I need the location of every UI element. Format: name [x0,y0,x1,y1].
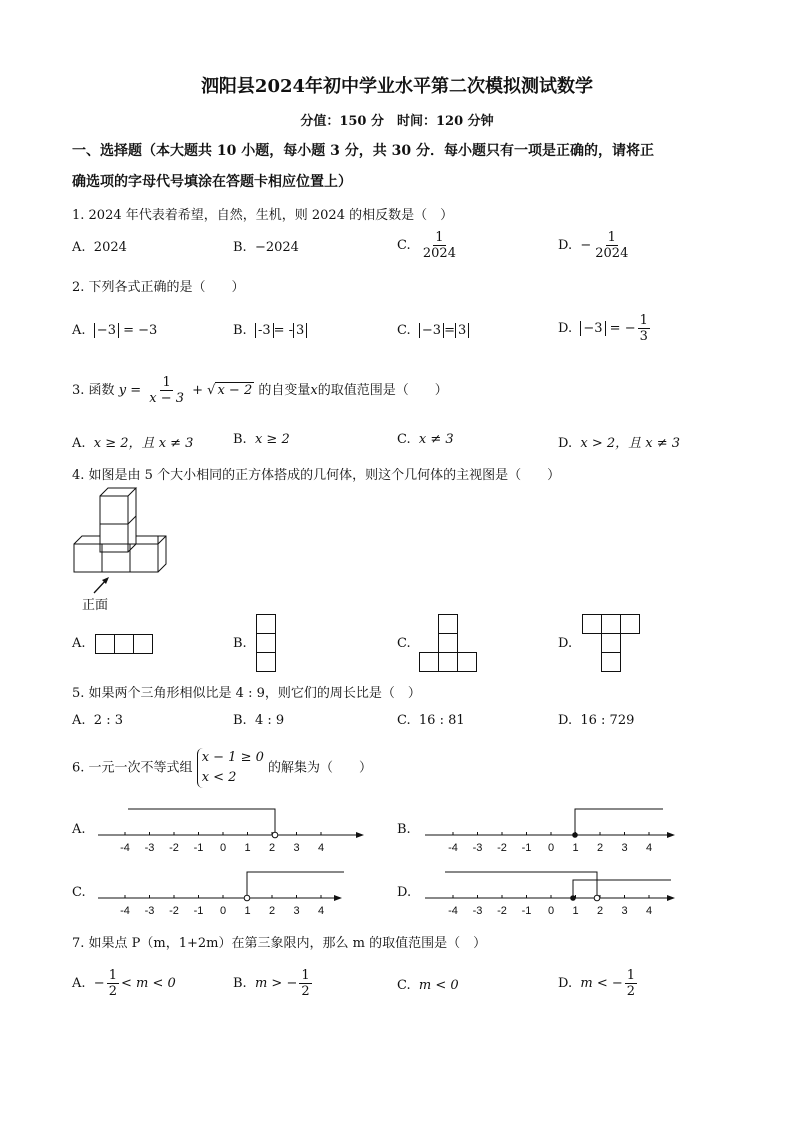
q4-option-d-figure[interactable] [582,614,642,674]
q1-option-c[interactable]: C. $\frac{1}{2024}$ [397,230,456,261]
numberline-tick-label: 3 [293,905,300,917]
q3-option-d[interactable]: D. x > 2，且 x ≠ 3 [558,436,681,451]
q4-stem: 4. 如图是由 5 个大小相同的正方体搭成的几何体，则这个几何体的主视图是（ ） [72,468,561,483]
numberline-tick-label: 0 [547,905,555,917]
q4-option-d-label[interactable]: D. [558,636,573,651]
q1-stem: 1. 2024 年代表着希望，自然，生机，则 2024 的相反数是（ ） [72,208,454,223]
numberline-tick-label: 1 [244,905,251,917]
q4-solid-figure [70,486,180,581]
numberline-tick-label: -3 [144,905,155,917]
numberline-tick-label: 4 [645,842,653,854]
numberline-tick-label: -3 [472,905,483,917]
numberline-tick-label: 2 [268,905,276,917]
numberline-tick-label: -1 [193,905,204,917]
q2-option-b[interactable]: B. -3 = - 3 [233,323,307,338]
page-title: 泗阳县2024年初中学业水平第二次模拟测试数学 [200,76,594,97]
numberline-tick-label: 1 [572,842,579,854]
numberline-tick-label: 2 [596,842,604,854]
numberline-tick-label: -2 [497,842,507,854]
q6-option-a-label[interactable]: A. [72,822,86,837]
numberline-tick-label: 1 [572,905,579,917]
q6-option-c-label[interactable]: C. [72,885,86,900]
numberline-tick-label: -4 [448,905,458,917]
numberline-tick-label: -2 [497,905,507,917]
q2-option-c[interactable]: C. −3 = 3 [397,323,469,338]
q6-option-c-numberline[interactable] [98,868,368,918]
q7-option-a[interactable]: A. − $\frac{1}{2}$ < m < 0 [72,968,176,999]
q1-option-b[interactable]: B. −2024 [233,240,299,255]
numberline-tick-label: 0 [219,842,227,854]
q4-option-c-figure[interactable] [419,614,479,674]
q3-option-a[interactable]: A. x ≥ 2，且 x ≠ 3 [72,436,194,451]
q3-option-c[interactable]: C. x ≠ 3 [397,432,454,447]
q5-option-b[interactable]: B. 4 : 9 [233,713,285,728]
q4-option-a-figure[interactable] [95,634,155,654]
q7-option-d[interactable]: D. m < − $\frac{1}{2}$ [558,968,636,999]
q7-option-c[interactable]: C. m < 0 [397,978,459,993]
numberline-tick-label: 0 [547,842,555,854]
numberline-tick-label: 0 [219,905,227,917]
numberline-tick-label: -3 [144,842,155,854]
numberline-tick-label: 4 [645,905,653,917]
q3-stem: 3. 函数 y = $\frac{1}{x - 3}$ + √ x − 2 的自变量x的取值范围是（ ） [72,375,448,406]
q6-stem: 6. 一元一次不等式组 x − 1 ≥ 0 x < 2 的解集为（ ） [72,748,372,788]
page-subtitle: 分值：150 分 时间：120 分钟 [300,114,494,129]
q5-stem: 5. 如果两个三角形相似比是 4 : 9，则它们的周长比是（ ） [72,686,421,701]
numberline-tick-label: -1 [521,842,532,854]
section-heading-line2: 确选项的字母代号填涂在答题卡相应位置上） [72,174,352,190]
q5-option-d[interactable]: D. 16 : 729 [558,713,635,728]
q2-option-d[interactable]: D. −3 = − $\frac{1}{3}$ [558,313,648,344]
q3-option-b[interactable]: B. x ≥ 2 [233,432,290,447]
numberline-tick-label: -2 [169,905,179,917]
q4-option-b-label[interactable]: B. [233,636,247,651]
numberline-tick-label: 4 [317,842,325,854]
numberline-tick-label: 3 [621,905,628,917]
q6-option-b-numberline[interactable] [425,805,695,855]
numberline-tick-label: -1 [521,905,532,917]
numberline-tick-label: 2 [596,905,604,917]
q4-option-b-figure[interactable] [256,614,276,674]
q4-front-label: 正面 [82,598,109,613]
q6-option-d-label[interactable]: D. [397,885,412,900]
numberline-tick-label: -4 [120,842,130,854]
q6-option-a-numberline[interactable] [98,805,368,855]
q5-option-c[interactable]: C. 16 : 81 [397,713,465,728]
numberline-tick-label: 4 [317,905,325,917]
q7-option-b[interactable]: B. m > − $\frac{1}{2}$ [233,968,310,999]
section-heading-line1: 一、选择题（本大题共 10 小题，每小题 3 分，共 30 分．每小题只有一项是正确的，请将正 [72,143,654,159]
q5-option-a[interactable]: A. 2 : 3 [72,713,123,728]
q1-option-d[interactable]: D. − $\frac{1}{2024}$ [558,230,629,261]
numberline-tick-label: 3 [621,842,628,854]
numberline-tick-label: -3 [472,842,483,854]
numberline-tick-label: 3 [293,842,300,854]
numberline-tick-label: -4 [448,842,458,854]
q4-option-c-label[interactable]: C. [397,636,411,651]
numberline-tick-label: 2 [268,842,276,854]
q4-option-a-label[interactable]: A. [72,636,86,651]
q7-stem: 7. 如果点 P（m，1+2m）在第三象限内，那么 m 的取值范围是（ ） [72,936,487,951]
numberline-tick-label: 1 [244,842,251,854]
numberline-tick-label: -2 [169,842,179,854]
q2-stem: 2. 下列各式正确的是（ ） [72,280,245,295]
q1-option-a[interactable]: A. 2024 [72,240,127,255]
q6-option-b-label[interactable]: B. [397,822,411,837]
q6-option-d-numberline[interactable] [425,868,695,918]
numberline-tick-label: -1 [193,842,204,854]
q4-front-arrow-icon [92,575,112,595]
q2-option-a[interactable]: A. −3 = −3 [72,323,158,338]
numberline-tick-label: -4 [120,905,130,917]
